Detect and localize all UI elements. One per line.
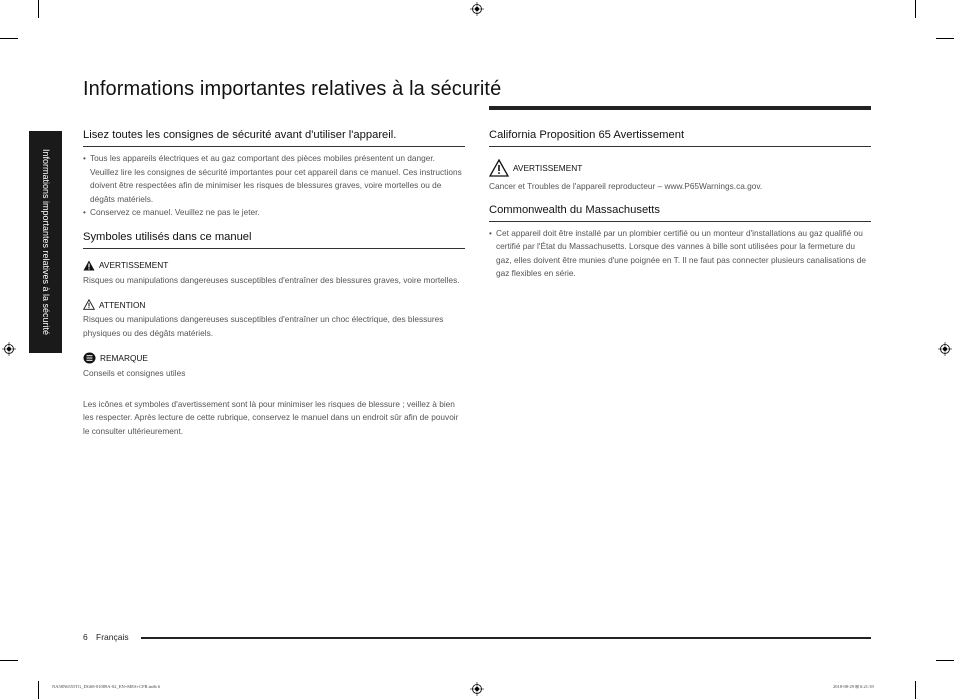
- crop-mark: [915, 0, 916, 18]
- intro-bullet-list: [83, 152, 465, 220]
- crop-mark: [915, 681, 916, 699]
- mass-bullet-list: [489, 227, 871, 281]
- warning-label-text: AVERTISSEMENT: [99, 260, 169, 270]
- list-item: • Cet appareil doit être installé par un plombier certifié ou un monteur d'installations au gaz qualifié ou certifié par l'État du Massachusetts. Lorsque des vannes à bille sont utilisées pour la fermeture du gaz, elles doivent être munies d'une poignée en T. Il ne faut pas connecter plusieurs canalisations de gaz flexibles en série.: [489, 227, 871, 281]
- warning-text: Risques ou manipulations dangereuses susceptibles d'entraîner des blessures graves, voire mortelles.: [83, 274, 460, 285]
- page-title: Informations importantes relatives à la sécurité: [83, 78, 502, 100]
- crop-mark: [0, 38, 18, 39]
- side-tab: [29, 131, 62, 353]
- list-item: • Conservez ce manuel. Veuillez ne pas le jeter.: [83, 206, 465, 220]
- caution-text: Risques ou manipulations dangereuses susceptibles d'entraîner un choc électrique, des blessures physiques ou des dégâts matériels.: [83, 314, 444, 338]
- title-rule: [489, 106, 871, 110]
- registration-mark-icon: [938, 342, 952, 356]
- note-text: Conseils et consignes utiles: [83, 368, 186, 378]
- left-column: [83, 129, 465, 438]
- right-column: [489, 129, 871, 281]
- crop-mark: [38, 0, 39, 18]
- caution-label-text: ATTENTION: [99, 299, 146, 310]
- crop-mark: [0, 660, 18, 661]
- list-item: • Tous les appareils électriques et au gaz comportant des pièces mobiles présentent un danger. Veuillez lire les consignes de sécurité importantes pour cet appareil dans ce manuel. Ces instructions doivent être respectées afin de minimiser les risques de blessures graves, voire mortelles ou de dégâts matériels.: [83, 152, 465, 206]
- registration-mark-icon: [2, 342, 16, 356]
- warning-triangle-icon: [489, 159, 509, 177]
- prop65-heading: California Proposition 65 Avertissement: [489, 129, 871, 147]
- prop65-warning-label-text: AVERTISSEMENT: [513, 163, 583, 173]
- print-timestamp: 2018-08-29 ⊞ 6:21:39: [833, 684, 874, 689]
- symbols-heading: Symboles utilisés dans ce manuel: [83, 231, 465, 249]
- intro-heading: Lisez toutes les consignes de sécurité avant d'utiliser l'appareil.: [83, 129, 465, 147]
- warning-triangle-icon: [83, 260, 95, 271]
- prop65-warning-label: [489, 159, 871, 177]
- caution-triangle-icon: [83, 299, 95, 310]
- crop-mark: [936, 660, 954, 661]
- note-icon: [83, 352, 96, 364]
- crop-mark: [38, 681, 39, 699]
- registration-mark-icon: [470, 2, 484, 16]
- note-label-text: REMARQUE: [100, 353, 148, 363]
- mass-heading: Commonwealth du Massachusetts: [489, 204, 871, 222]
- page-number: 6: [83, 632, 88, 642]
- side-tab-label: Informations importantes relatives à la sécurité: [40, 148, 51, 336]
- registration-mark-icon: [470, 682, 484, 696]
- closing-text: Les icônes et symboles d'avertissement sont là pour minimiser les risques de blessure ; veillez à bien les respecter. Après lecture de cette rubrique, conservez le manuel dans un endroit sûr afin de pouvoir le consulter ultérieurement.: [83, 398, 459, 436]
- crop-mark: [936, 38, 954, 39]
- print-file-info: NA58N6555TG_DG68-01089A-02_EN+MES+CFR.indb 6: [52, 684, 161, 689]
- prop65-text: Cancer et Troubles de l'appareil reproducteur – www.P65Warnings.ca.gov.: [489, 181, 763, 191]
- warning-label: [83, 260, 465, 271]
- footer-rule: [141, 637, 871, 639]
- footer-language: Français: [96, 632, 129, 642]
- note-label: [83, 352, 465, 364]
- caution-label: [83, 299, 465, 310]
